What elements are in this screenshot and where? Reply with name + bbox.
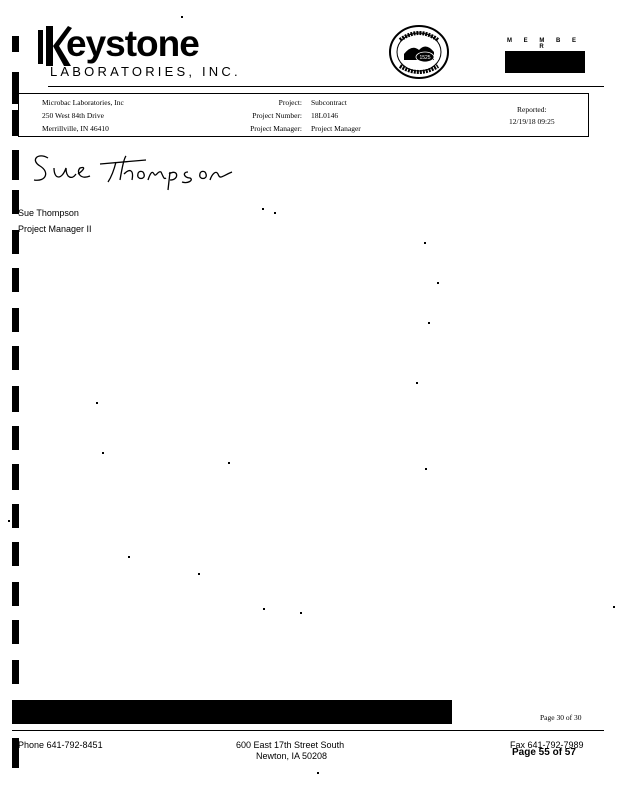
member-label: M E M B E R [506,38,581,50]
footer-rule [12,730,604,731]
page-stamp: Page 55 of 57 [512,747,576,758]
project-manager-value: Project Manager [311,124,361,133]
address-line-2: Newton, IA 50208 [256,751,328,761]
accreditation-seal-icon [388,24,450,80]
project-value: Subcontract [311,98,347,107]
handwritten-signature [28,150,238,194]
address-line-1: 600 East 17th Street South [236,740,345,750]
project-number-value: 18L0146 [311,111,339,120]
reported-label: Reported: [517,105,547,114]
project-label: Project: [278,98,302,107]
phone-number: Phone 641-792-8451 [18,740,103,750]
company-logo-subtitle: LABORATORIES, INC. [50,64,241,79]
reported-value: 12/19/18 09:25 [509,117,555,126]
client-name: Microbac Laboratories, Inc [42,98,124,107]
footer-black-bar [12,700,452,724]
signer-name: Sue Thompson [18,208,79,218]
member-logo-block [505,51,585,73]
page-of-text: Page 30 of 30 [540,713,582,722]
project-number-label: Project Number: [252,111,302,120]
company-logo-wordmark: eystone [66,23,199,64]
fax-number: Fax 641-792-7989 [510,740,584,750]
client-city: Merrillville, IN 46410 [42,124,109,133]
signer-title: Project Manager II [18,224,92,234]
header-rule [48,86,604,87]
client-street: 250 West 84th Drive [42,111,104,120]
seal-year: 1525 [419,55,431,61]
project-manager-label: Project Manager: [250,124,302,133]
